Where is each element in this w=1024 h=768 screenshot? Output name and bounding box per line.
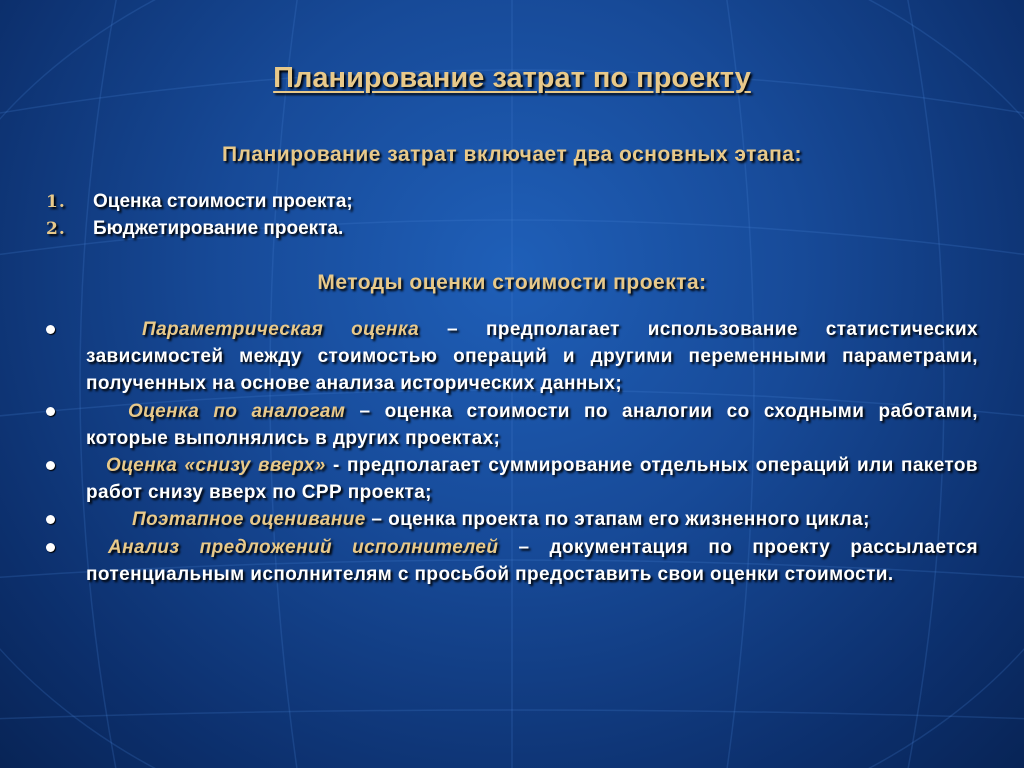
bullet-icon (46, 515, 55, 524)
method-name: Анализ предложений исполнителей (108, 536, 499, 558)
methods-list (46, 316, 978, 588)
method-description: – оценка проекта по этапам его жизненного цикла; (365, 509, 870, 531)
stages-list (46, 188, 946, 242)
method-item (46, 534, 978, 588)
stage-text: Оценка стоимости проекта; (93, 191, 353, 212)
stage-item (46, 215, 946, 242)
stage-text: Бюджетирование проекта. (93, 218, 344, 239)
stage-number: 2. (46, 219, 66, 239)
method-name: Параметрическая оценка (142, 319, 420, 340)
method-item (46, 316, 978, 398)
method-description: - предполагает суммирование отдельных операций или пакетов работ снизу вверх по СРР проекта; (86, 455, 978, 504)
method-name: Оценка «снизу вверх» (106, 455, 326, 477)
method-name: Оценка по аналогам (128, 400, 346, 422)
bullet-icon (46, 407, 55, 416)
method-item (46, 506, 978, 533)
method-item (46, 398, 978, 452)
method-name: Поэтапное оценивание (132, 509, 366, 531)
method-description: – оценка стоимости по аналогии со сходными работами, которые выполнялись в других проектах; (86, 400, 978, 449)
stage-number: 1. (46, 192, 66, 212)
method-description: – предполагает использование статистических зависимостей между стоимостью операций и другими переменными параметрами, полученных на основе анализа исторических данных; (86, 319, 978, 395)
methods-title: Методы оценки стоимости проекта: (317, 271, 707, 294)
bullet-icon (46, 543, 55, 552)
stages-subtitle: Планирование затрат включает два основных этапа: (222, 143, 802, 166)
bullet-icon (46, 461, 55, 470)
bullet-icon (46, 325, 55, 334)
stage-item (46, 188, 946, 215)
method-item (46, 452, 978, 506)
slide-title: Планирование затрат по проекту (273, 62, 751, 94)
method-description: – документация по проекту рассылается потенциальным исполнителям с просьбой предоставить свои оценки стоимости. (86, 536, 978, 585)
